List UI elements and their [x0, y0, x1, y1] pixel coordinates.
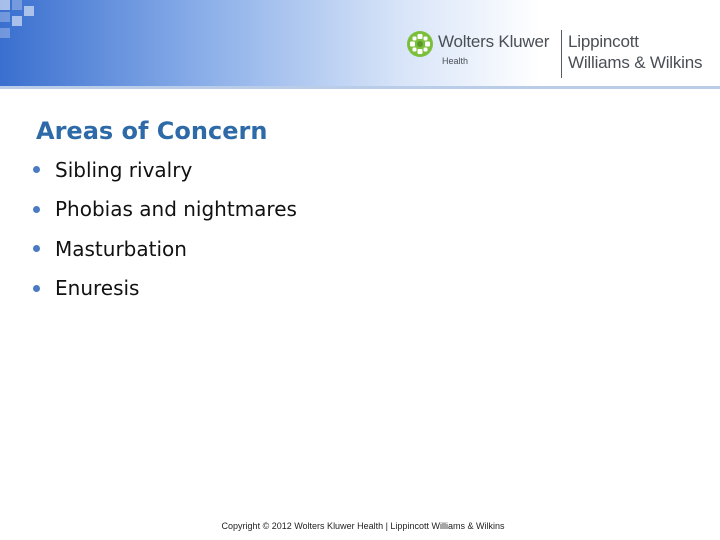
- company-name: Wolters Kluwer: [438, 32, 550, 51]
- bullet-list: [30, 150, 297, 308]
- header-rule: [0, 86, 720, 89]
- logo-divider: [561, 30, 562, 78]
- decor-square: [24, 6, 34, 16]
- wolters-kluwer-logo-icon: [406, 30, 434, 58]
- bullet-icon: [33, 285, 40, 292]
- decor-square: [0, 28, 10, 38]
- bullet-text: Phobias and nightmares: [55, 197, 297, 222]
- list-item: [30, 190, 297, 230]
- bullet-text: Masturbation: [55, 236, 187, 261]
- imprint-line-2: Williams & Wilkins: [568, 53, 703, 72]
- slide-title: Areas of Concern: [36, 117, 268, 145]
- decor-square: [12, 0, 22, 10]
- bullet-icon: [33, 206, 40, 213]
- bullet-text: Enuresis: [55, 276, 140, 301]
- list-item: [30, 150, 297, 190]
- bullet-text: Sibling rivalry: [55, 157, 193, 182]
- division-name: Health: [442, 56, 469, 66]
- bullet-icon: [33, 245, 40, 252]
- decor-square: [0, 12, 10, 22]
- decor-square: [0, 0, 10, 10]
- bullet-icon: [33, 166, 40, 173]
- imprint-line-1: Lippincott: [568, 32, 639, 51]
- list-item: [30, 269, 297, 309]
- list-item: [30, 229, 297, 269]
- decor-square: [12, 16, 22, 26]
- copyright-footer: Copyright © 2012 Wolters Kluwer Health | Lippincott Williams & Wilkins: [221, 521, 505, 531]
